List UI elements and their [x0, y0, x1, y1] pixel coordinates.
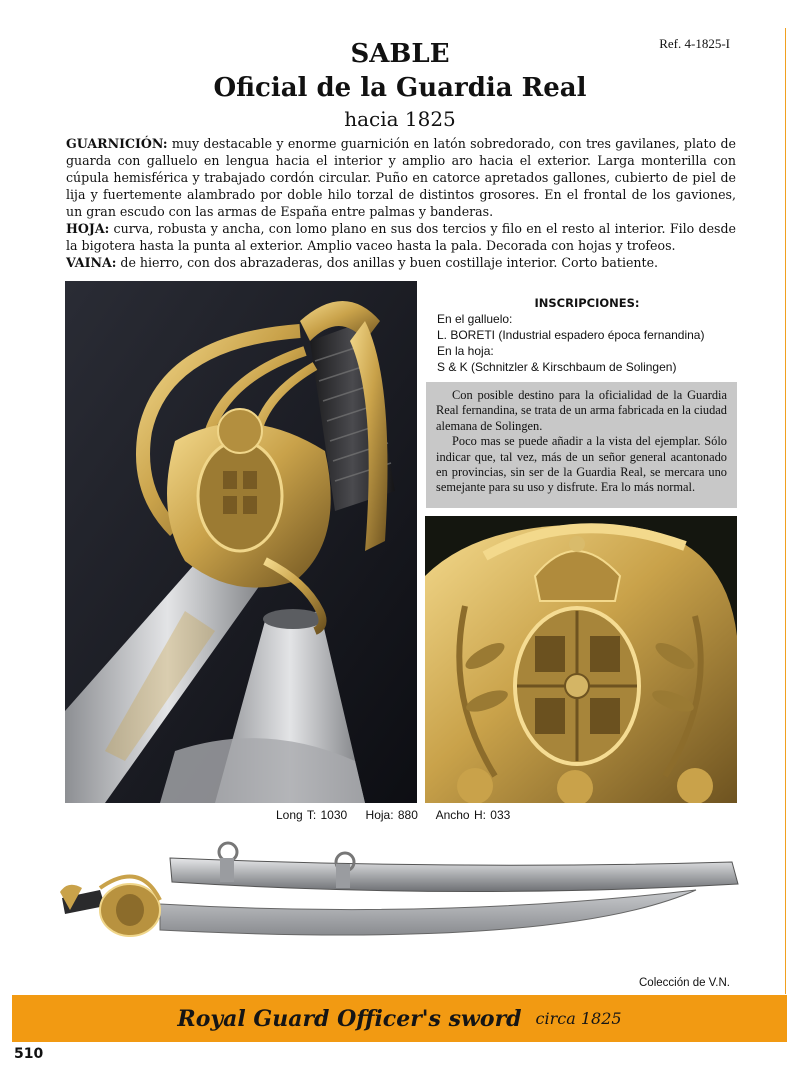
- guarnicion-label: GUARNICIÓN:: [66, 136, 168, 151]
- inscription-line: L. BORETI (Industrial espadero época fernandina): [437, 328, 705, 342]
- english-title: Royal Guard Officer's sword: [177, 1005, 522, 1032]
- note-paragraph: Con posible destino para la oficialidad de la Guardia Real fernandina, se trata de un arma fabricada en la ciudad alemana de Solingen.: [436, 388, 727, 433]
- collection-credit: Colección de V.N.: [639, 977, 730, 989]
- full-sword-photo: [60, 840, 740, 970]
- page-number: 510: [14, 1046, 44, 1062]
- note-paragraph: Poco mas se puede añadir a la vista del ejemplar. Sólo indicar que, tal vez, más de un señor general acantonado en provincias, sin ser de la Guardia Real, se mercara uno semejante para su uso y disfrute. Era lo más normal.: [436, 434, 727, 495]
- hoja-text: curva, robusta y ancha, con lomo plano en sus dos tercios y filo en el resto al interior. Filo desde la bigotera hasta la punta al exterior. Amplio vaceo hasta la pala. Decorada con hojas y trofeos.: [66, 221, 736, 253]
- historical-note: [426, 382, 737, 508]
- inscription-line: En la hoja:: [437, 344, 494, 358]
- vaina-text: de hierro, con dos abrazaderas, dos anillas y buen costillaje interior. Corto batiente.: [116, 255, 659, 270]
- inscriptions-title: INSCRIPCIONES:: [534, 296, 640, 310]
- hilt-photo-illustration: [65, 281, 417, 803]
- coat-of-arms-photo: [425, 516, 737, 803]
- reference-code: Ref. 4-1825-I: [659, 36, 730, 51]
- english-date: circa 1825: [535, 1009, 622, 1028]
- inscriptions: [437, 295, 737, 375]
- page-subtitle: Oficial de la Guardia Real: [213, 73, 587, 103]
- blade-width: Ancho H: 033: [435, 808, 511, 822]
- vaina-label: VAINA:: [66, 255, 117, 270]
- guarnicion-text: muy destacable y enorme guarnición en latón sobredorado, con tres gavilanes, plato de guarda con galluelo en lengua hacia el interior y amplio aro hacia el exterior. Larga monterilla con cúpula hemisférica y trabajado cordón circular. Puño en catorce apretados gallones, cubierto de piel de lija y fuertemente alambrado por doble hilo torzal de distintos grosores. En el frontal de los gaviones, un gran escudo con las armas de España entre palmas y banderas.: [66, 136, 736, 219]
- hoja-label: HOJA:: [66, 221, 110, 236]
- description: [66, 135, 736, 271]
- coat-of-arms-illustration: [425, 516, 737, 803]
- page-frame-line: [785, 28, 786, 994]
- english-title-banner: [12, 995, 787, 1042]
- full-sword-illustration: [60, 840, 740, 970]
- dimensions: [276, 808, 524, 822]
- page-title: SABLE: [350, 39, 450, 69]
- total-length: Long T: 1030: [276, 808, 348, 822]
- inscription-line: En el galluelo:: [437, 312, 513, 326]
- hilt-photo: [65, 281, 417, 803]
- blade-length: Hoja: 880: [365, 808, 418, 822]
- inscription-line: S & K (Schnitzler & Kirschbaum de Solingen): [437, 360, 677, 374]
- date-line: hacia 1825: [344, 107, 456, 131]
